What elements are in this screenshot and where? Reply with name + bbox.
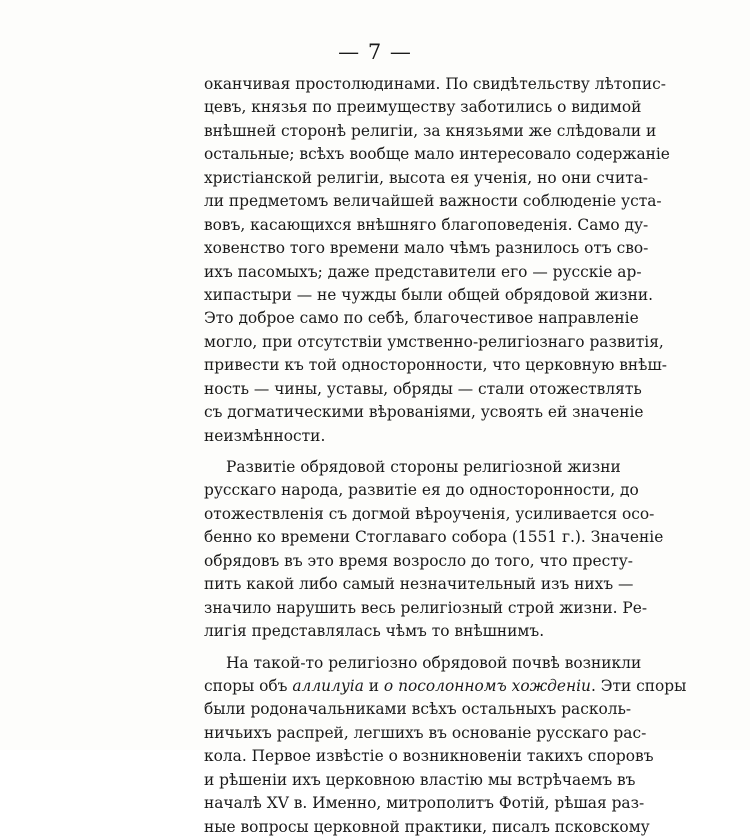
text-line: лигія представлялась чѣмъ то внѣшнимъ.: [204, 620, 559, 643]
text-line: Развитіе обрядовой стороны религіозной жизни: [204, 456, 559, 479]
text-line: ность — чины, уставы, обряды — стали отожествлять: [204, 378, 559, 401]
line-start: споры объ: [204, 677, 292, 695]
connector: и: [364, 677, 384, 695]
italic-term-posolon: о посолонномъ хожденіи: [384, 677, 591, 695]
text-line: ховенство того времени мало чѣмъ разнилось отъ сво-: [204, 237, 559, 260]
text-line: русскаго народа, развитіе ея до односторонности, до: [204, 479, 559, 502]
text-line-with-italics: [204, 675, 559, 698]
text-line: значило нарушить весь религіозный строй жизни. Ре-: [204, 597, 559, 620]
text-line: пить какой либо самый незначительный изъ нихъ —: [204, 573, 559, 596]
text-line: ничьихъ распрей, легшихъ въ основаніе русскаго рас-: [204, 722, 559, 745]
text-line: ихъ пасомыхъ; даже представители его — русскіе ар-: [204, 261, 559, 284]
body-text: [204, 73, 559, 839]
page-number: — 7 —: [0, 40, 750, 64]
paragraph-2: [204, 456, 559, 644]
text-line: кола. Первое извѣстіе о возникновеніи такихъ споровъ: [204, 745, 559, 768]
text-line: Это доброе само по себѣ, благочестивое направленіе: [204, 307, 559, 330]
text-line: христіанской религіи, высота ея ученія, но они счита-: [204, 167, 559, 190]
text-line: бенно ко времени Стоглаваго собора (1551 г.). Значеніе: [204, 526, 559, 549]
text-line: привести къ той односторонности, что церковную внѣш-: [204, 354, 559, 377]
text-line: неизмѣнности.: [204, 425, 559, 448]
text-line: хипастыри — не чужды были общей обрядовой жизни.: [204, 284, 559, 307]
text-line: оканчивая простолюдинами. По свидѣтельству лѣтопис-: [204, 73, 559, 96]
text-line: могло, при отсутствіи умственно-религіознаго развитія,: [204, 331, 559, 354]
text-line: ли предметомъ величайшей важности соблюденіе уста-: [204, 190, 559, 213]
text-line: были родоначальниками всѣхъ остальныхъ расколь-: [204, 698, 559, 721]
text-line: внѣшней сторонѣ религіи, за князьями же слѣдовали и: [204, 120, 559, 143]
text-line: и рѣшеніи ихъ церковною властію мы встрѣчаемъ въ: [204, 769, 559, 792]
line-tail: . Эти споры: [591, 677, 686, 695]
text-line: На такой-то религіозно обрядовой почвѣ возникли: [204, 652, 559, 675]
italic-term-alleluia: аллилуіа: [292, 677, 364, 695]
text-line: обрядовъ въ это время возросло до того, что престу-: [204, 550, 559, 573]
text-line: ные вопросы церковной практики, писалъ псковскому: [204, 816, 559, 839]
paragraph-3: [204, 652, 559, 839]
text-line: началѣ XV в. Именно, митрополитъ Фотій, рѣшая раз-: [204, 792, 559, 815]
text-line: вовъ, касающихся внѣшняго благоповеденія. Само ду-: [204, 214, 559, 237]
text-line: съ догматическими вѣрованіями, усвоять ей значеніе: [204, 401, 559, 424]
text-line: цевъ, князья по преимуществу заботились о видимой: [204, 96, 559, 119]
paragraph-1: [204, 73, 559, 448]
text-line: отожествленія съ догмой вѣроученія, усиливается осо-: [204, 503, 559, 526]
text-line: остальные; всѣхъ вообще мало интересовало содержаніе: [204, 143, 559, 166]
